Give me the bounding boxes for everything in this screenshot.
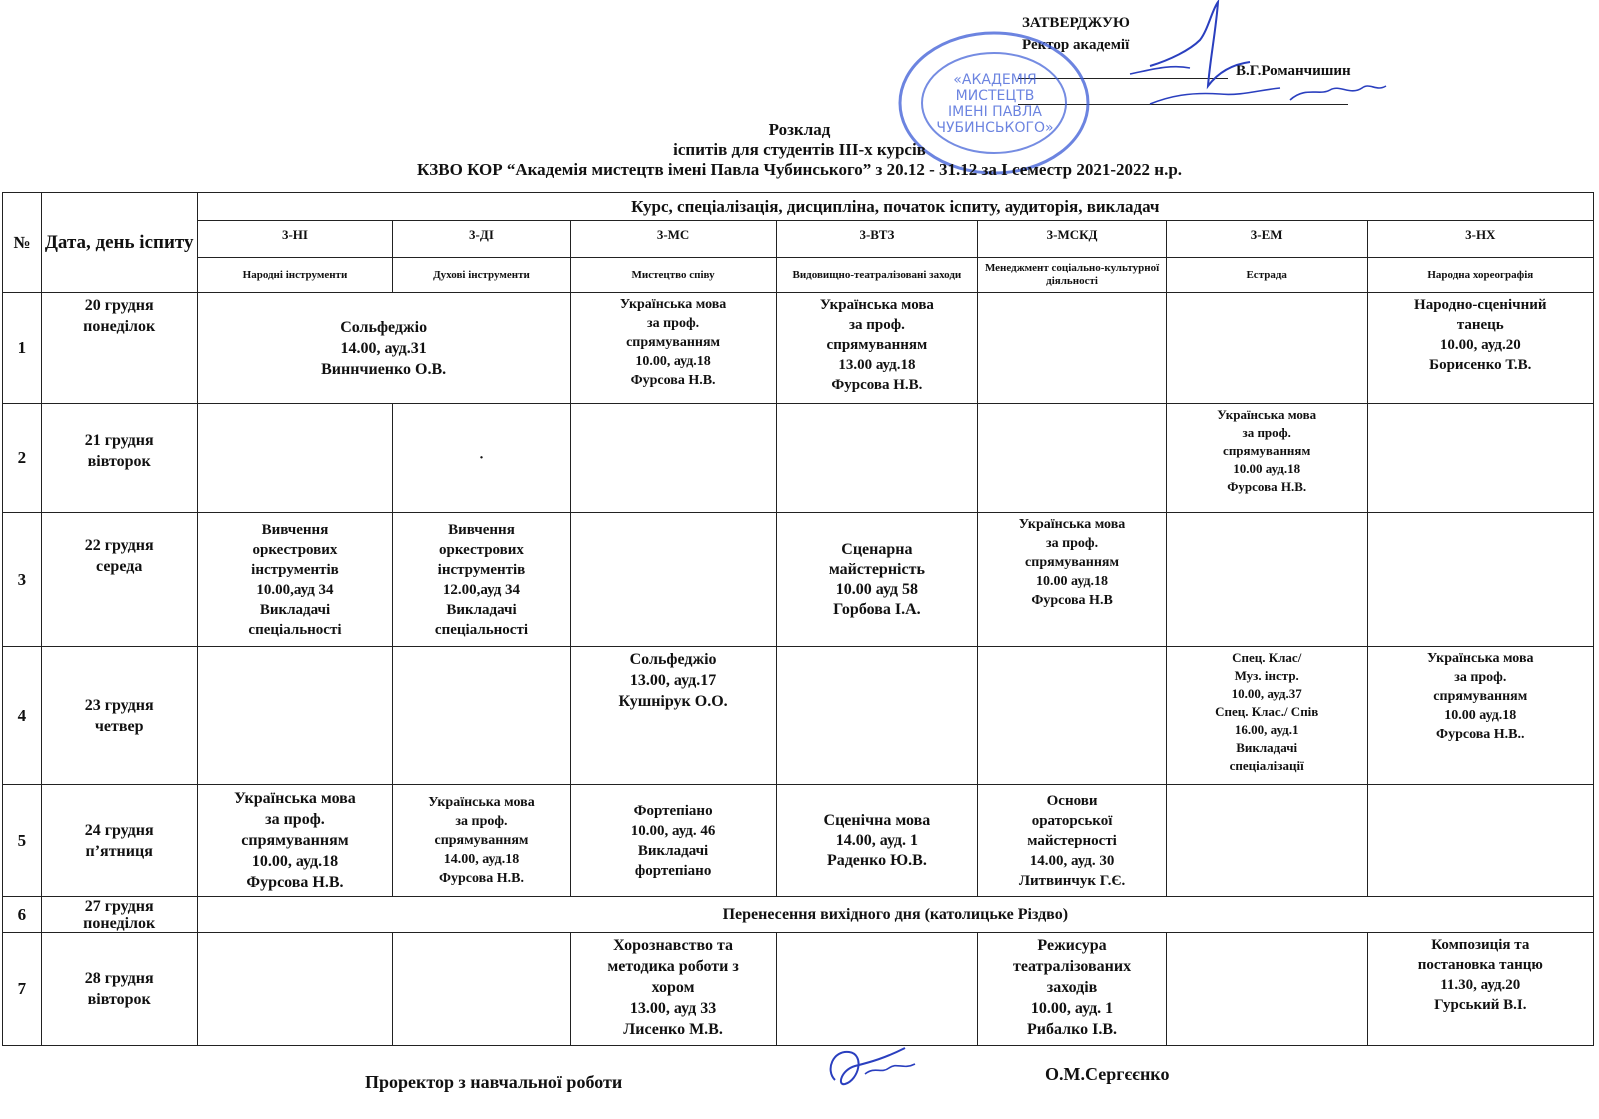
row-number: 4 <box>3 647 42 785</box>
exam-cell: Фортепіано 10.00, ауд. 46 Викладачі фортепіано <box>570 785 776 897</box>
approval-heading: ЗАТВЕРДЖУЮ <box>1022 15 1130 31</box>
col-num-header: № <box>3 193 42 293</box>
exam-cell <box>978 404 1167 513</box>
approval-position: Ректор академії <box>1022 37 1130 53</box>
header-row-codes <box>3 221 1594 258</box>
group-code: 3-МС <box>570 221 776 258</box>
vice-rector-signature <box>815 1040 925 1096</box>
table-row <box>3 293 1594 404</box>
exam-cell: · <box>393 404 570 513</box>
footer-role: Проректор з навчальної роботи <box>365 1072 623 1092</box>
exam-cell <box>570 513 776 647</box>
group-spec: Духові інструменти <box>393 258 570 293</box>
exam-cell: Композиція та постановка танцю 11.30, ауд.20 Гурський В.І. <box>1367 933 1593 1046</box>
day-text: середа <box>96 558 143 575</box>
day-text: п’ятниця <box>85 842 153 860</box>
rector-signature <box>1090 0 1390 120</box>
row-date <box>41 293 197 404</box>
date-text: 22 грудня <box>84 537 154 554</box>
header-row-1 <box>3 193 1594 221</box>
row-date <box>41 933 197 1046</box>
group-spec: Видовищно-театралізовані заходи <box>776 258 978 293</box>
day-text: понеділок <box>83 914 156 932</box>
exam-cell <box>1166 785 1367 897</box>
exam-cell: Сценарна майстерність 10.00 ауд 58 Горбова І.А. <box>776 513 978 647</box>
exam-cell: Вивчення оркестрових інструментів 12.00,ауд 34 Викладачі спеціальності <box>393 513 570 647</box>
group-spec: Народна хореографія <box>1367 258 1593 293</box>
exam-cell <box>197 933 393 1046</box>
exam-cell <box>1166 293 1367 404</box>
row-number: 2 <box>3 404 42 513</box>
exam-cell: Українська мова за проф. спрямуванням 10.00, ауд.18 Фурсова Н.В. <box>197 785 393 897</box>
group-header: Курс, спеціалізація, дисципліна, початок іспиту, аудиторія, викладач <box>197 193 1593 221</box>
exam-cell: Сольфеджіо 13.00, ауд.17 Кушнірук О.О. <box>570 647 776 785</box>
row-date <box>41 647 197 785</box>
table-row <box>3 647 1594 785</box>
title-line-3: КЗВО КОР “Академія мистецтв імені Павла Чубинського” з 20.12 - 31.12 за І семестр 2021-2022 н.р. <box>416 160 1183 179</box>
row-date <box>41 785 197 897</box>
day-text: понеділок <box>83 318 156 335</box>
row-date <box>41 897 197 933</box>
exam-cell <box>978 647 1167 785</box>
svg-text:ІМЕНІ ПАВЛА: ІМЕНІ ПАВЛА <box>948 104 1042 120</box>
day-text: вівторок <box>87 453 151 470</box>
date-text: 23 грудня <box>84 696 154 714</box>
table-row <box>3 897 1594 933</box>
group-code: 3-ВТЗ <box>776 221 978 258</box>
exam-cell: Народно-сценічний танець 10.00, ауд.20 Борисенко Т.В. <box>1367 293 1593 404</box>
date-text: 20 грудня <box>84 297 154 314</box>
group-spec: Естрада <box>1166 258 1367 293</box>
row-number: 1 <box>3 293 42 404</box>
exam-cell: Українська мова за проф. спрямуванням 10.00 ауд.18 Фурсова Н.В <box>978 513 1167 647</box>
exam-cell <box>570 404 776 513</box>
exam-cell <box>776 404 978 513</box>
row-number: 6 <box>3 897 42 933</box>
exam-cell <box>776 647 978 785</box>
exam-cell <box>197 404 393 513</box>
exam-cell: Сценічна мова 14.00, ауд. 1 Раденко Ю.В. <box>776 785 978 897</box>
table-row <box>3 513 1594 647</box>
group-code: 3-НХ <box>1367 221 1593 258</box>
row-date <box>41 513 197 647</box>
date-text: 24 грудня <box>84 821 154 839</box>
rector-name: В.Г.Романчишин <box>1236 63 1351 79</box>
exam-cell <box>1367 513 1593 647</box>
exam-cell <box>393 933 570 1046</box>
document-title <box>0 120 1599 180</box>
svg-text:МИСТЕЦТВ: МИСТЕЦТВ <box>955 88 1035 104</box>
exam-cell <box>1367 785 1593 897</box>
svg-text:ЧУБИНСЬКОГО»: ЧУБИНСЬКОГО» <box>936 120 1054 136</box>
exam-cell: Українська мова за проф. спрямуванням 10.00, ауд.18 Фурсова Н.В. <box>570 293 776 404</box>
exam-cell: Українська мова за проф. спрямуванням 10.00 ауд.18 Фурсова Н.В. <box>1166 404 1367 513</box>
date-text: 28 грудня <box>84 970 154 987</box>
exam-cell: Українська мова за проф. спрямуванням 10.00 ауд.18 Фурсова Н.В.. <box>1367 647 1593 785</box>
day-text: вівторок <box>87 991 151 1008</box>
group-code: 3-НІ <box>197 221 393 258</box>
exam-cell <box>1166 513 1367 647</box>
title-line-1: Розклад <box>768 120 831 139</box>
exam-cell <box>197 647 393 785</box>
exam-cell: Вивчення оркестрових інструментів 10.00,ауд 34 Викладачі спеціальності <box>197 513 393 647</box>
exam-cell: Українська мова за проф. спрямуванням 13.00 ауд.18 Фурсова Н.В. <box>776 293 978 404</box>
header-row-specs <box>3 258 1594 293</box>
group-spec: Народні інструменти <box>197 258 393 293</box>
group-spec: Менеджмент соціально-культурної діяльності <box>978 258 1167 293</box>
holiday-note: Перенесення вихідного дня (католицьке Різдво) <box>197 897 1593 933</box>
table-row <box>3 933 1594 1046</box>
group-code: 3-ДІ <box>393 221 570 258</box>
row-date <box>41 404 197 513</box>
group-spec: Мистецтво співу <box>570 258 776 293</box>
date-text: 21 грудня <box>84 432 154 449</box>
exam-cell <box>1166 933 1367 1046</box>
exam-cell <box>978 293 1167 404</box>
exam-cell: Основи ораторської майстерності 14.00, ауд. 30 Литвинчук Г.Є. <box>978 785 1167 897</box>
svg-text:«АКАДЕМІЯ: «АКАДЕМІЯ <box>953 72 1037 88</box>
col-date-header: Дата, день іспиту <box>41 193 197 293</box>
group-code: 3-ЕМ <box>1166 221 1367 258</box>
exam-cell: Українська мова за проф. спрямуванням 14.00, ауд.18 Фурсова Н.В. <box>393 785 570 897</box>
exam-cell <box>776 933 978 1046</box>
row-number: 3 <box>3 513 42 647</box>
footer-name: О.М.Сергєєнко <box>1045 1064 1170 1084</box>
table-row <box>3 785 1594 897</box>
group-code: 3-МСКД <box>978 221 1167 258</box>
exam-schedule-table <box>2 192 1594 1046</box>
exam-cell: Спец. Клас/ Муз. інстр. 10.00, ауд.37 Спец. Клас./ Спів 16.00, ауд.1 Викладачі спеціалізації <box>1166 647 1367 785</box>
exam-cell <box>393 647 570 785</box>
exam-cell: Хорознавство та методика роботи з хором 13.00, ауд 33 Лисенко М.В. <box>570 933 776 1046</box>
date-text: 27 грудня <box>84 897 154 915</box>
exam-cell: Режисура театралізованих заходів 10.00, ауд. 1 Рибалко І.В. <box>978 933 1167 1046</box>
day-text: четвер <box>94 717 144 735</box>
exam-cell: Сольфеджіо 14.00, ауд.31 Виннчиенко О.В. <box>197 293 570 404</box>
exam-cell <box>1367 404 1593 513</box>
title-line-2: іспитів для студентів ІІІ-х курсів <box>673 140 926 159</box>
table-row <box>3 404 1594 513</box>
row-number: 7 <box>3 933 42 1046</box>
row-number: 5 <box>3 785 42 897</box>
